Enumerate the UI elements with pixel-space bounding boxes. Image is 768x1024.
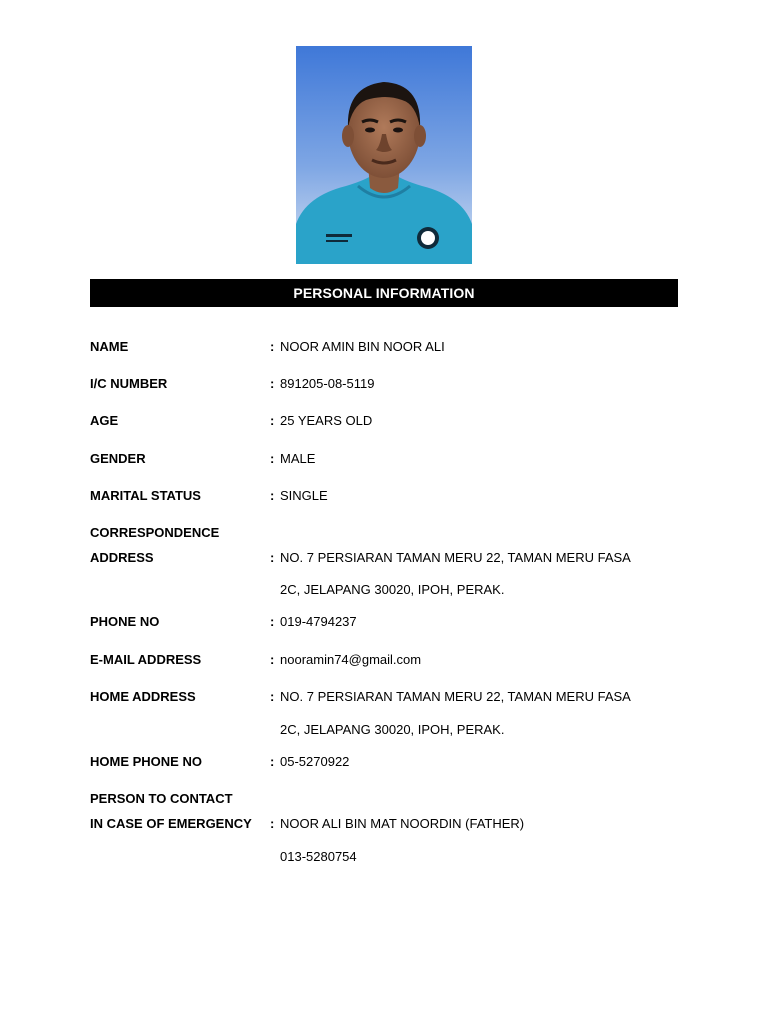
correspondence-address-value-line2: 2C, JELAPANG 30020, IPOH, PERAK. <box>280 582 505 597</box>
home-phone-no-colon: : <box>270 754 275 769</box>
ic-number-value: 891205-08-5119 <box>280 376 375 391</box>
phone-no-value: 019-4794237 <box>280 614 357 629</box>
section-title-personal-information: PERSONAL INFORMATION <box>90 279 678 307</box>
gender-label: GENDER <box>90 451 146 466</box>
correspondence-address-value-line1: NO. 7 PERSIARAN TAMAN MERU 22, TAMAN MERU FASA <box>280 550 631 565</box>
name-value: NOOR AMIN BIN NOOR ALI <box>280 339 445 354</box>
correspondence-address-label-line2: ADDRESS <box>90 550 154 565</box>
home-address-value-line2: 2C, JELAPANG 30020, IPOH, PERAK. <box>280 722 505 737</box>
home-phone-no-value: 05-5270922 <box>280 754 350 769</box>
home-address-colon: : <box>270 689 275 704</box>
name-colon: : <box>270 339 275 354</box>
correspondence-address-label-line1: CORRESPONDENCE <box>90 525 220 540</box>
home-address-label: HOME ADDRESS <box>90 689 196 704</box>
marital-status-label: MARITAL STATUS <box>90 488 201 503</box>
name-label: NAME <box>90 339 129 354</box>
portrait-photo-image <box>296 46 472 264</box>
gender-colon: : <box>270 451 275 466</box>
email-colon: : <box>270 652 275 667</box>
home-phone-no-label: HOME PHONE NO <box>90 754 202 769</box>
ic-number-label: I/C NUMBER <box>90 376 168 391</box>
portrait-photo <box>296 46 472 264</box>
emergency-contact-colon: : <box>270 816 275 831</box>
phone-no-label: PHONE NO <box>90 614 160 629</box>
emergency-contact-label-line2: IN CASE OF EMERGENCY <box>90 816 252 831</box>
age-value: 25 YEARS OLD <box>280 413 373 428</box>
ic-number-colon: : <box>270 376 275 391</box>
marital-status-value: SINGLE <box>280 488 328 503</box>
correspondence-address-colon: : <box>270 550 275 565</box>
age-label: AGE <box>90 413 119 428</box>
gender-value: MALE <box>280 451 316 466</box>
emergency-contact-value-line1: NOOR ALI BIN MAT NOORDIN (FATHER) <box>280 816 525 831</box>
emergency-contact-value-line2: 013-5280754 <box>280 849 357 864</box>
marital-status-colon: : <box>270 488 275 503</box>
phone-no-colon: : <box>270 614 275 629</box>
emergency-contact-label-line1: PERSON TO CONTACT <box>90 791 233 806</box>
email-label: E-MAIL ADDRESS <box>90 652 202 667</box>
email-value: nooramin74@gmail.com <box>280 652 422 667</box>
home-address-value-line1: NO. 7 PERSIARAN TAMAN MERU 22, TAMAN MERU FASA <box>280 689 631 704</box>
age-colon: : <box>270 413 275 428</box>
